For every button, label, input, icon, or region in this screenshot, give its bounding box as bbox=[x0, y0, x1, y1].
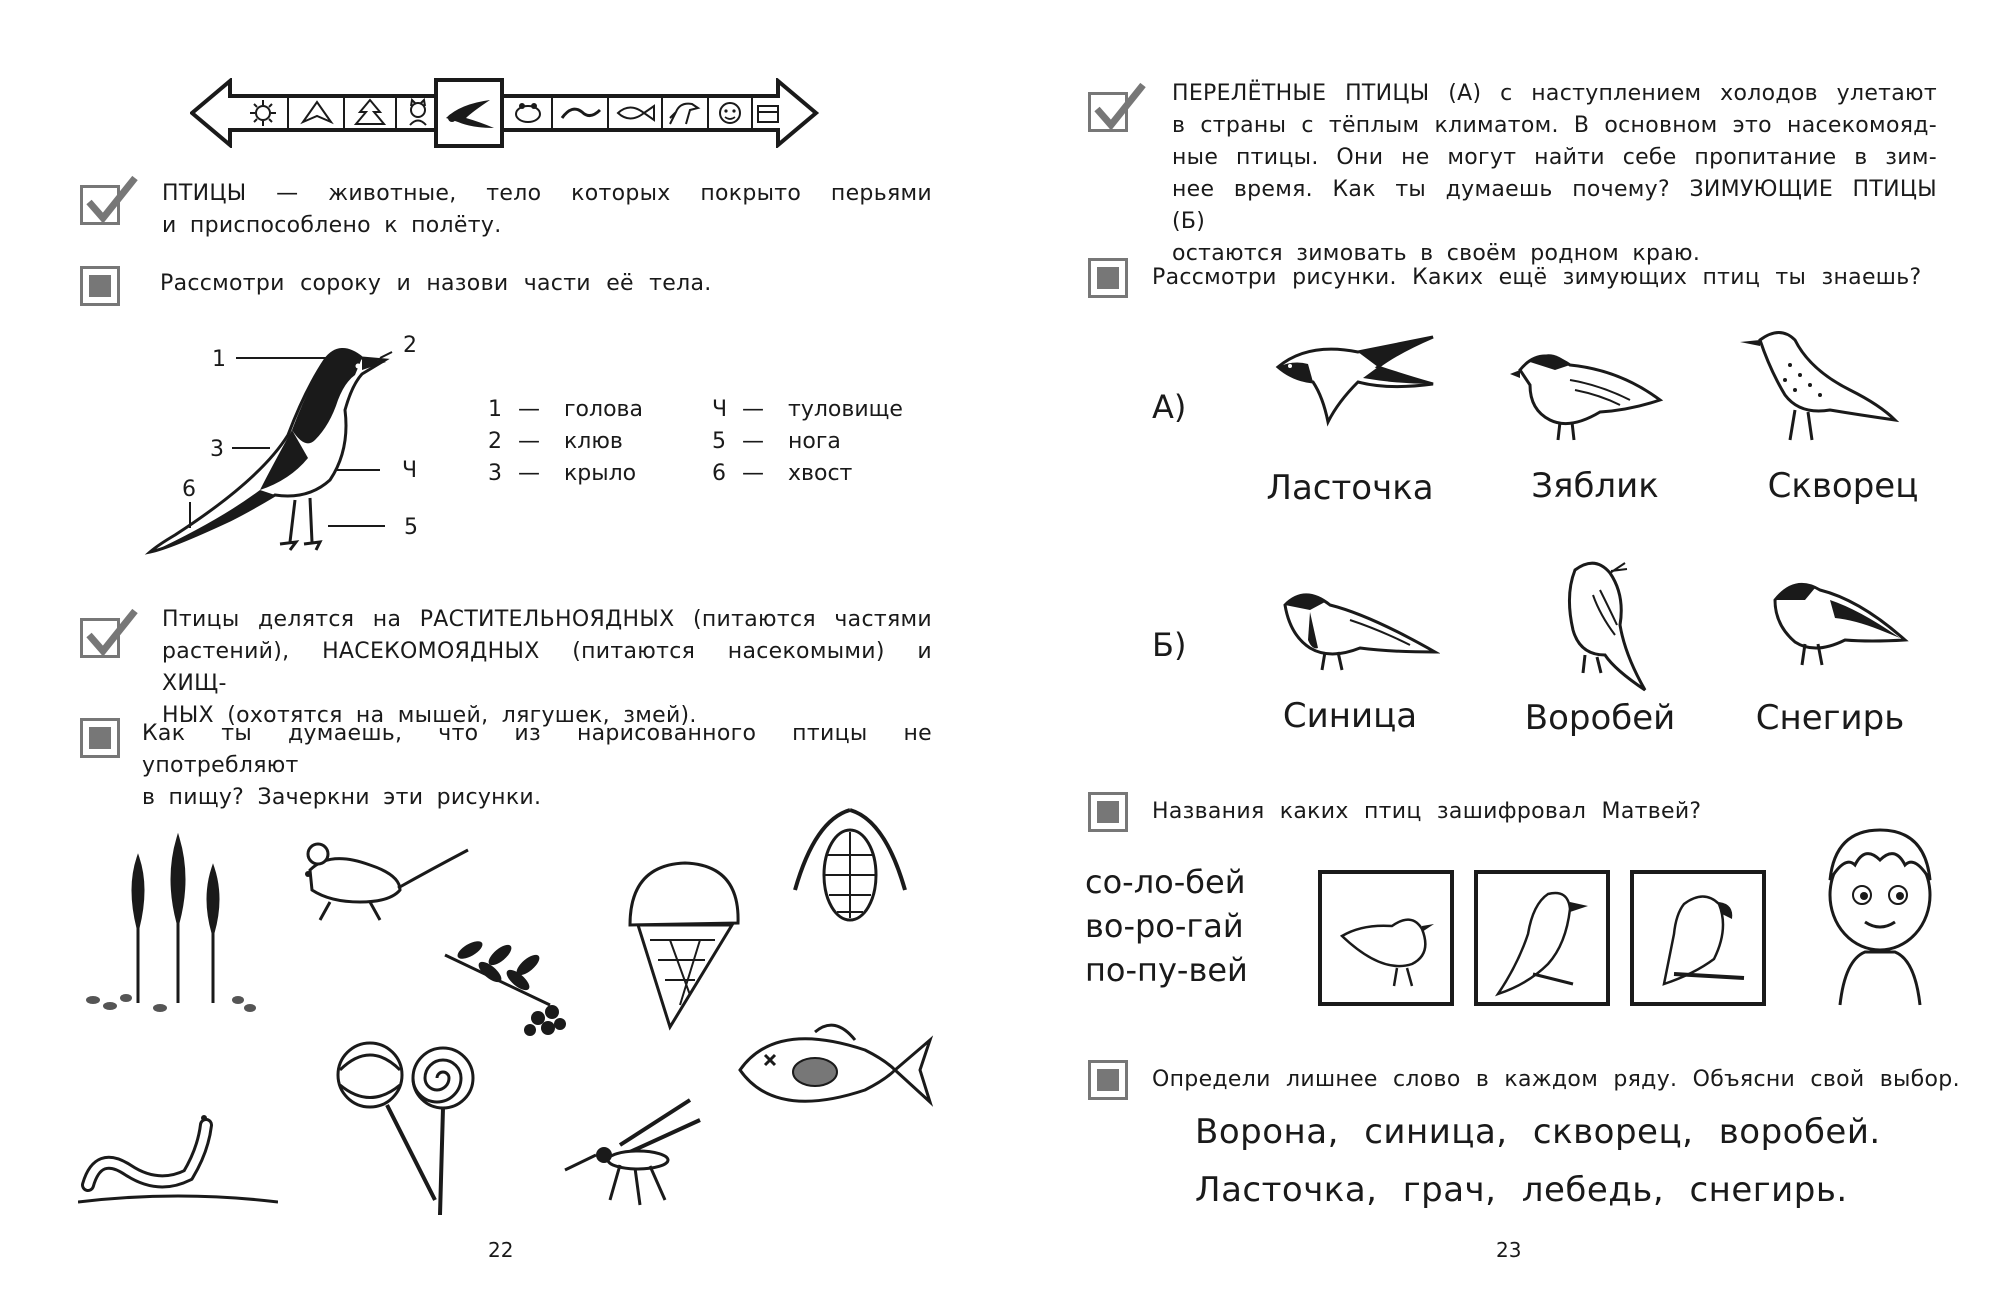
boy-matvey-picture bbox=[1810, 810, 1950, 1010]
magpie-label-2: 2 bbox=[403, 333, 417, 358]
magpie-label-1: 1 bbox=[212, 347, 226, 372]
magpie-label-6: 6 bbox=[182, 477, 196, 502]
bullfinch-picture bbox=[1760, 570, 1910, 680]
text-line: и приспособлено к полёту. bbox=[162, 213, 502, 238]
chaffinch-picture bbox=[1510, 340, 1670, 450]
swallow-picture bbox=[1268, 322, 1438, 432]
puzzle-bird-frame-2 bbox=[1474, 870, 1610, 1006]
fact-checkbox[interactable] bbox=[80, 618, 120, 658]
magpie-label-4: Ч bbox=[402, 458, 418, 483]
legend-row: 6 — хвост bbox=[712, 461, 853, 486]
group-a-label: А) bbox=[1152, 388, 1187, 426]
text-line: Как ты думаешь, что из нарисованного птицы не употребляют bbox=[142, 721, 932, 778]
text-line: НЫХ (охотятся на мышей, лягушек, змей). bbox=[162, 703, 697, 728]
mosquito-picture[interactable] bbox=[560, 1080, 720, 1210]
syllable-line: по-пу-вей bbox=[1085, 951, 1248, 989]
legend-row: Ч — туловище bbox=[712, 397, 903, 422]
fact-birds-definition bbox=[162, 178, 932, 242]
ice-cream-picture[interactable] bbox=[610, 855, 750, 1035]
word-row-1: Ворона, синица, скворец, воробей. bbox=[1195, 1112, 1881, 1152]
task-wintering-birds: Рассмотри рисунки. Каких ещё зимующих птиц ты знаешь? bbox=[1152, 265, 1922, 290]
syllable-line: со-ло-бей bbox=[1085, 863, 1246, 901]
bird-name-sparrow: Воробей bbox=[1524, 698, 1676, 738]
checkmark-icon bbox=[81, 172, 141, 232]
syllable-puzzle bbox=[1085, 860, 1248, 992]
task-checkbox[interactable] bbox=[80, 266, 120, 306]
legend-row: 2 — клюв bbox=[488, 429, 623, 454]
bird-name-bullfinch: Снегирь bbox=[1755, 698, 1905, 738]
task-odd-word: Определи лишнее слово в каждом ряду. Объясни свой выбор. bbox=[1152, 1067, 1960, 1092]
task-checkbox[interactable] bbox=[1088, 1060, 1128, 1100]
magpie-legend-col1 bbox=[488, 394, 643, 490]
task-checkbox[interactable] bbox=[1088, 792, 1128, 832]
bird-name-tit: Синица bbox=[1282, 696, 1418, 736]
tit-picture bbox=[1270, 580, 1440, 680]
task-checkbox[interactable] bbox=[1088, 258, 1128, 298]
text-line: ПТИЦЫ — животные, тело которых покрыто перьями bbox=[162, 181, 932, 206]
text-line: остаются зимовать в своём родном краю. bbox=[1172, 241, 1701, 266]
page-number-left: 22 bbox=[488, 1238, 514, 1262]
page-number-right: 23 bbox=[1496, 1238, 1522, 1262]
nightingale-picture bbox=[1322, 874, 1450, 1002]
bird-name-starling: Скворец bbox=[1767, 466, 1919, 506]
text-line: Птицы делятся на РАСТИТЕЛЬНОЯДНЫХ (питаются частями bbox=[162, 607, 932, 632]
text-line: растений), НАСЕКОМОЯДНЫХ (питаются насекомыми) и ХИЩ- bbox=[162, 639, 932, 696]
puzzle-bird-frame-3 bbox=[1630, 870, 1766, 1006]
fact-bird-diet-types bbox=[162, 604, 932, 732]
bird-name-chaffinch: Зяблик bbox=[1531, 466, 1659, 506]
magpie-label-5: 5 bbox=[404, 515, 418, 540]
text-line: в страны с тёплым климатом. В основном это насекомояд- bbox=[1172, 113, 1937, 138]
checkmark-icon bbox=[81, 605, 141, 665]
text-line: ные птицы. Они не могут найти себе пропитание в зим- bbox=[1172, 145, 1937, 170]
legend-row: 3 — крыло bbox=[488, 461, 637, 486]
rowan-branch-picture[interactable] bbox=[440, 920, 570, 1040]
task-encrypted-birds: Названия каких птиц зашифровал Матвей? bbox=[1152, 799, 1702, 824]
topic-navigation-strip bbox=[190, 78, 820, 148]
crow-picture bbox=[1478, 874, 1606, 1002]
pine-cone-picture[interactable] bbox=[785, 800, 915, 930]
text-line: в пищу? Зачеркни эти рисунки. bbox=[142, 785, 542, 810]
lollipops-picture[interactable] bbox=[325, 1030, 495, 1220]
word-row-2: Ласточка, грач, лебедь, снегирь. bbox=[1195, 1170, 1848, 1210]
syllable-line: во-ро-гай bbox=[1085, 907, 1244, 945]
text-line: нее время. Как ты думаешь почему? ЗИМУЮЩИЕ ПТИЦЫ (Б) bbox=[1172, 177, 1937, 234]
fact-checkbox[interactable] bbox=[1088, 92, 1128, 132]
sparrow-picture bbox=[1545, 555, 1655, 695]
puzzle-bird-frame-1 bbox=[1318, 870, 1454, 1006]
magpie-drawing bbox=[140, 330, 440, 570]
task-magpie-parts: Рассмотри сороку и назови части её тела. bbox=[160, 271, 712, 296]
fish-picture[interactable] bbox=[735, 1010, 935, 1130]
text-line: ПЕРЕЛЁТНЫЕ ПТИЦЫ (А) с наступлением холодов улетают bbox=[1172, 81, 1937, 106]
group-b-label: Б) bbox=[1152, 626, 1187, 664]
worm-picture[interactable] bbox=[78, 1090, 278, 1210]
task-checkbox[interactable] bbox=[80, 718, 120, 758]
mouse-picture[interactable] bbox=[290, 830, 470, 930]
checkmark-icon bbox=[1089, 79, 1149, 139]
magpie-label-3: 3 bbox=[210, 437, 224, 462]
wheat-picture[interactable] bbox=[78, 818, 258, 1018]
bird-name-swallow: Ласточка bbox=[1266, 468, 1434, 508]
legend-row: 1 — голова bbox=[488, 397, 643, 422]
parrot-picture bbox=[1634, 874, 1762, 1002]
fact-migratory-birds bbox=[1172, 78, 1937, 270]
starling-picture bbox=[1740, 320, 1900, 450]
magpie-legend-col2 bbox=[712, 394, 903, 490]
fact-checkbox[interactable] bbox=[80, 185, 120, 225]
legend-row: 5 — нога bbox=[712, 429, 841, 454]
